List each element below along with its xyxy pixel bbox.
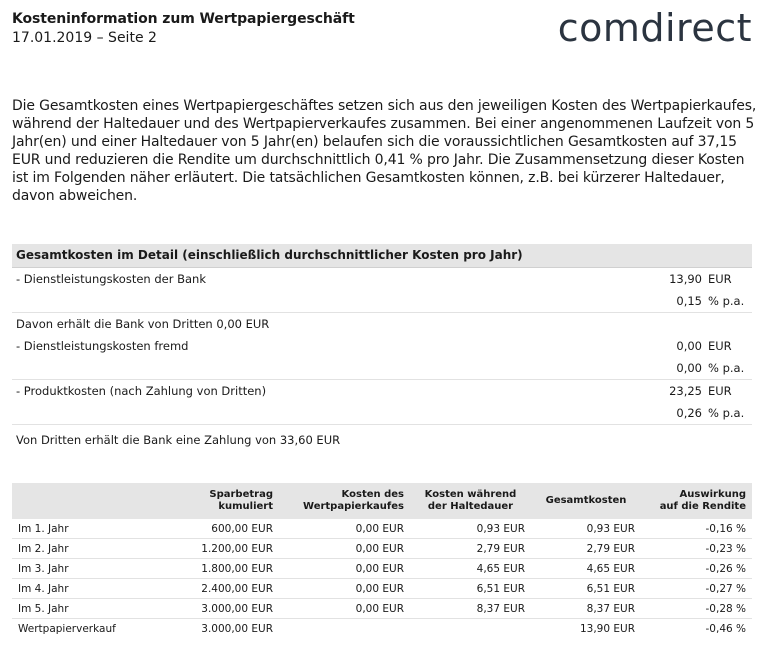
row-yield-impact: -0,23 %	[641, 539, 752, 559]
row-savings: 2.400,00 EUR	[162, 579, 279, 599]
bank-cost-row	[12, 268, 752, 290]
bank-cost-unit: EUR	[708, 272, 732, 286]
row-holding-cost: 6,51 EUR	[410, 579, 531, 599]
document-title: Kosteninformation zum Wertpapiergeschäft	[12, 11, 355, 27]
third-party-note-row	[12, 429, 752, 451]
row-total-cost: 8,37 EUR	[531, 599, 641, 619]
external-cost-value: 0,00	[676, 339, 702, 353]
row-holding-cost	[410, 619, 531, 639]
row-label: Im 3. Jahr	[12, 559, 162, 579]
header-holding-cost: Kosten während der Haltedauer	[410, 483, 531, 519]
row-purchase-cost: 0,00 EUR	[279, 539, 410, 559]
cost-detail-section	[12, 244, 752, 451]
bank-cost-pct-unit: % p.a.	[708, 294, 745, 308]
row-label: Wertpapierverkauf	[18, 622, 116, 635]
row-yield-impact: -0,27 %	[641, 579, 752, 599]
external-cost-row	[12, 335, 752, 357]
product-cost-row	[12, 380, 752, 402]
cost-detail-heading: Gesamtkosten im Detail (einschließlich durchschnittlicher Kosten pro Jahr)	[12, 244, 752, 268]
header-purchase-cost: Kosten des Wertpapierkaufes	[279, 483, 410, 519]
external-cost-pct-row	[12, 357, 752, 380]
row-purchase-cost: 0,00 EUR	[279, 579, 410, 599]
row-holding-cost: 8,37 EUR	[410, 599, 531, 619]
row-yield-impact: -0,46 %	[705, 622, 746, 635]
row-holding-cost: 2,79 EUR	[410, 539, 531, 559]
row-savings: 600,00 EUR	[162, 519, 279, 539]
table-row	[12, 579, 752, 599]
product-cost-pct-row	[12, 402, 752, 425]
intro-paragraph: Die Gesamtkosten eines Wertpapiergeschäftes setzen sich aus den jeweiligen Kosten des Wertpapierkaufes, während der Haltedauer und des Wertpapierverkaufes zusammen. Bei einer angenommenen Laufzeit von 5 Jahr(en) und einer Haltedauer von 5 Jahr(en) belaufen sich die voraussichtlichen Gesamtkosten auf 37,15 EUR und reduzieren die Rendite um durchschnittlich 0,41 % pro Jahr. Die Zusammensetzung dieser Kosten ist im Folgenden näher erläutert. Die tatsächlichen Gesamtkosten können, z.B. bei kürzerer Haltedauer, davon abweichen.	[12, 98, 757, 204]
row-purchase-cost: 0,00 EUR	[279, 599, 410, 619]
header-yield-impact: Auswirkung auf die Rendite	[641, 483, 752, 519]
bank-cost-pct-row	[12, 290, 752, 313]
comdirect-logo: comdirect	[557, 6, 752, 50]
row-holding-cost: 0,93 EUR	[410, 519, 531, 539]
table-row	[12, 559, 752, 579]
row-total-cost: 2,79 EUR	[531, 539, 641, 559]
row-label: Im 5. Jahr	[12, 599, 162, 619]
header-sparbetrag: Sparbetrag kumuliert	[162, 483, 279, 519]
row-purchase-cost	[279, 619, 410, 639]
bank-cost-pct: 0,15	[676, 294, 702, 308]
row-yield-impact: -0,26 %	[641, 559, 752, 579]
bank-note-row	[12, 313, 752, 335]
third-party-payment-note: Von Dritten erhält die Bank eine Zahlung von 33,60 EUR	[16, 433, 341, 447]
row-label: Im 2. Jahr	[12, 539, 162, 559]
table-row	[12, 519, 752, 539]
external-cost-label: - Dienstleistungskosten fremd	[16, 339, 189, 353]
row-savings: 3.000,00 EUR	[162, 599, 279, 619]
row-yield-impact: -0,28 %	[641, 599, 752, 619]
bank-third-party-note: Davon erhält die Bank von Dritten 0,00 EUR	[16, 317, 270, 331]
row-total-cost: 6,51 EUR	[531, 579, 641, 599]
bank-cost-value: 13,90	[669, 272, 702, 286]
header-empty	[12, 483, 162, 519]
row-total-cost: 13,90 EUR	[579, 622, 635, 635]
row-total-cost: 0,93 EUR	[531, 519, 641, 539]
external-cost-unit: EUR	[708, 339, 732, 353]
row-yield-impact: -0,16 %	[641, 519, 752, 539]
row-purchase-cost: 0,00 EUR	[279, 559, 410, 579]
table-row	[12, 539, 752, 559]
bank-cost-label: - Dienstleistungskosten der Bank	[16, 272, 207, 286]
row-savings: 1.800,00 EUR	[162, 559, 279, 579]
row-label: Im 1. Jahr	[12, 519, 162, 539]
table-row	[12, 599, 752, 619]
row-holding-cost: 4,65 EUR	[410, 559, 531, 579]
product-cost-pct-unit: % p.a.	[708, 406, 745, 420]
external-cost-pct: 0,00	[676, 361, 702, 375]
row-total-cost: 4,65 EUR	[531, 559, 641, 579]
header-total-cost: Gesamtkosten	[531, 483, 641, 519]
product-cost-value: 23,25	[669, 384, 702, 398]
row-purchase-cost: 0,00 EUR	[279, 519, 410, 539]
date-page-info: 17.01.2019 – Seite 2	[12, 30, 157, 46]
row-label: Im 4. Jahr	[12, 579, 162, 599]
table-header-row	[12, 483, 752, 519]
product-cost-label: - Produktkosten (nach Zahlung von Dritten)	[16, 384, 267, 398]
external-cost-pct-unit: % p.a.	[708, 361, 745, 375]
table-row	[12, 619, 752, 639]
row-savings: 1.200,00 EUR	[162, 539, 279, 559]
product-cost-pct: 0,26	[676, 406, 702, 420]
cost-breakdown-table	[12, 483, 752, 638]
row-savings: 3.000,00 EUR	[201, 622, 273, 635]
product-cost-unit: EUR	[708, 384, 732, 398]
